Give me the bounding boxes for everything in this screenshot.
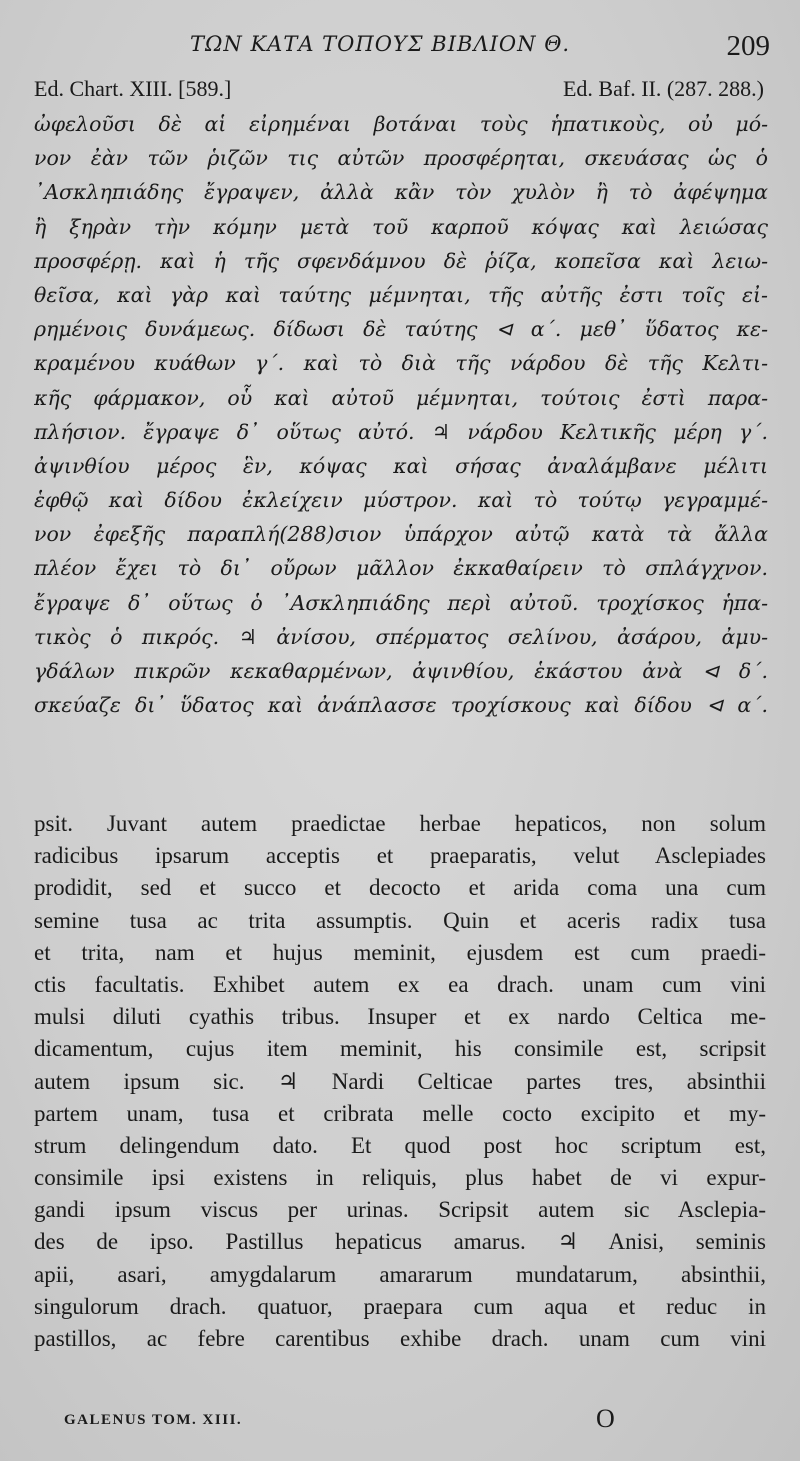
greek-line: νον ἐφεξῆς παραπλή(288)σιον ὑπάρχον αὐτῷ κατὰ τὰ ἄλλα [34, 522, 768, 547]
latin-line: ctis facultatis. Exhibet autem ex ea drach. unam cum vini [34, 971, 766, 997]
greek-line: ὠφελοῦσι δὲ αἱ εἰρημέναι βοτάναι τοὺς ἡπατικοὺς, οὐ μό- [34, 112, 768, 136]
greek-line: ἔγραψε δ᾿ οὕτως ὁ ᾿Ασκληπιάδης περὶ αὐτοῦ. τροχίσκος ἡπα- [34, 590, 768, 615]
latin-line: mulsi diluti cyathis tribus. Insuper et ex nardo Celtica me- [34, 1004, 766, 1030]
latin-line: consimile ipsi existens in reliquis, plus habet de vi expur- [34, 1165, 766, 1191]
latin-line: radicibus ipsarum acceptis et praeparatis, velut Asclepiades [34, 843, 766, 869]
latin-line: et trita, nam et hujus meminit, ejusdem est cum praedi- [34, 939, 766, 965]
running-title: ΤΩΝ ΚΑΤΑ ΤΟΠΟΥΣ ΒΙΒΛΙΟΝ Θ. [190, 32, 571, 56]
latin-line: singulorum drach. quatuor, praepara cum aqua et reduc in [34, 1293, 766, 1319]
latin-line: apii, asari, amygdalarum amararum mundatarum, absinthii, [34, 1261, 766, 1287]
show-through-text [34, 772, 764, 796]
latin-line: semine tusa ac trita assumptis. Quin et aceris radix tusa [34, 907, 766, 933]
latin-line: gandi ipsum viscus per urinas. Scripsit autem sic Asclepia- [34, 1197, 766, 1223]
edition-chartier: Ed. Chart. XIII. [589.] [34, 76, 232, 101]
latin-line: des de ipso. Pastillus hepaticus amarus. ♃ Anisi, seminis [34, 1229, 766, 1255]
latin-text [34, 808, 766, 1355]
latin-line: strum delingendum dato. Et quod post hoc scriptum est, [34, 1132, 766, 1158]
edition-references [34, 76, 764, 104]
printer-signature: GALENUS TOM. XIII. [64, 1412, 243, 1428]
greek-line: πλέον ἔχει τὸ δι᾿ οὔρων μᾶλλον ἐκκαθαίρειν τὸ σπλάγχνον. [34, 556, 768, 581]
greek-line: γδάλων πικρῶν κεκαθαρμένων, ἀψινθίου, ἑκάστου ἀνὰ ⊲ δ΄. [34, 659, 768, 683]
latin-line: pastillos, ac febre carentibus exhibe drach. unam cum vini [34, 1326, 766, 1351]
page-footer [64, 1404, 664, 1444]
page-number: 209 [726, 30, 770, 62]
greek-line: πλήσιον. ἔγραψε δ᾿ οὕτως αὐτό. ♃ νάρδου Κελτικῆς μέρη γ΄. [34, 419, 768, 444]
sheet-mark: O [596, 1404, 615, 1433]
latin-line: dicamentum, cujus item meminit, his consimile est, scripsit [34, 1036, 766, 1062]
greek-line: ἢ ξηρὰν τὴν κόμην μετὰ τοῦ καρποῦ κόψας καὶ λειώσας [34, 214, 768, 239]
greek-line: κῆς φάρμακον, οὗ καὶ αὐτοῦ μέμνηται, τούτοις ἐστὶ παρα- [34, 385, 768, 410]
latin-line: prodidit, sed et succo et decocto et arida coma una cum [34, 875, 766, 901]
greek-line: ρημένοις δυνάμεως. δίδωσι δὲ ταύτης ⊲ α΄. μεθ᾿ ὕδατος κε- [34, 317, 768, 342]
latin-line: psit. Juvant autem praedictae herbae hepaticos, non solum [34, 811, 766, 836]
greek-line: ἀψινθίου μέρος ἓν, κόψας καὶ σήσας ἀναλάμβανε μέλιτι [34, 453, 768, 478]
edition-basel: Ed. Baf. II. (287. 288.) [562, 76, 764, 101]
greek-line: θεῖσα, καὶ γὰρ καὶ ταύτης μέμνηται, τῆς αὐτῆς ἐστι τοῖς εἰ- [34, 282, 768, 307]
greek-line: προσφέρῃ. καὶ ἡ τῆς σφενδάμνου δὲ ῥίζα, κοπεῖσα καὶ λειω- [34, 248, 768, 273]
latin-line: autem ipsum sic. ♃ Nardi Celticae partes tres, absinthii [34, 1068, 766, 1094]
greek-line: νον ἐὰν τῶν ῥιζῶν τις αὐτῶν προσφέρηται, σκευάσας ὡς ὁ [34, 146, 768, 171]
greek-text [34, 107, 768, 722]
greek-line: ᾿Ασκληπιάδης ἔγραψεν, ἀλλὰ κἂν τὸν χυλὸν ἢ τὸ ἀφέψημα [34, 180, 768, 205]
latin-line: partem unam, tusa et cribrata melle cocto excipito et my- [34, 1100, 766, 1126]
greek-line: ἑφθῷ καὶ δίδου ἐκλείχειν μύστρον. καὶ τὸ τούτῳ γεγραμμέ- [34, 488, 768, 513]
greek-line: τικὸς ὁ πικρός. ♃ ἀνίσου, σπέρματος σελίνου, ἀσάρου, ἀμυ- [34, 624, 768, 649]
greek-line: κραμένου κυάθων γ΄. καὶ τὸ διὰ τῆς νάρδου δὲ τῆς Κελτι- [34, 351, 768, 376]
greek-line: σκεύαζε δι᾿ ὕδατος καὶ ἀνάπλασσε τροχίσκους καὶ δίδου ⊲ α΄. [34, 693, 768, 718]
running-head [40, 30, 770, 62]
